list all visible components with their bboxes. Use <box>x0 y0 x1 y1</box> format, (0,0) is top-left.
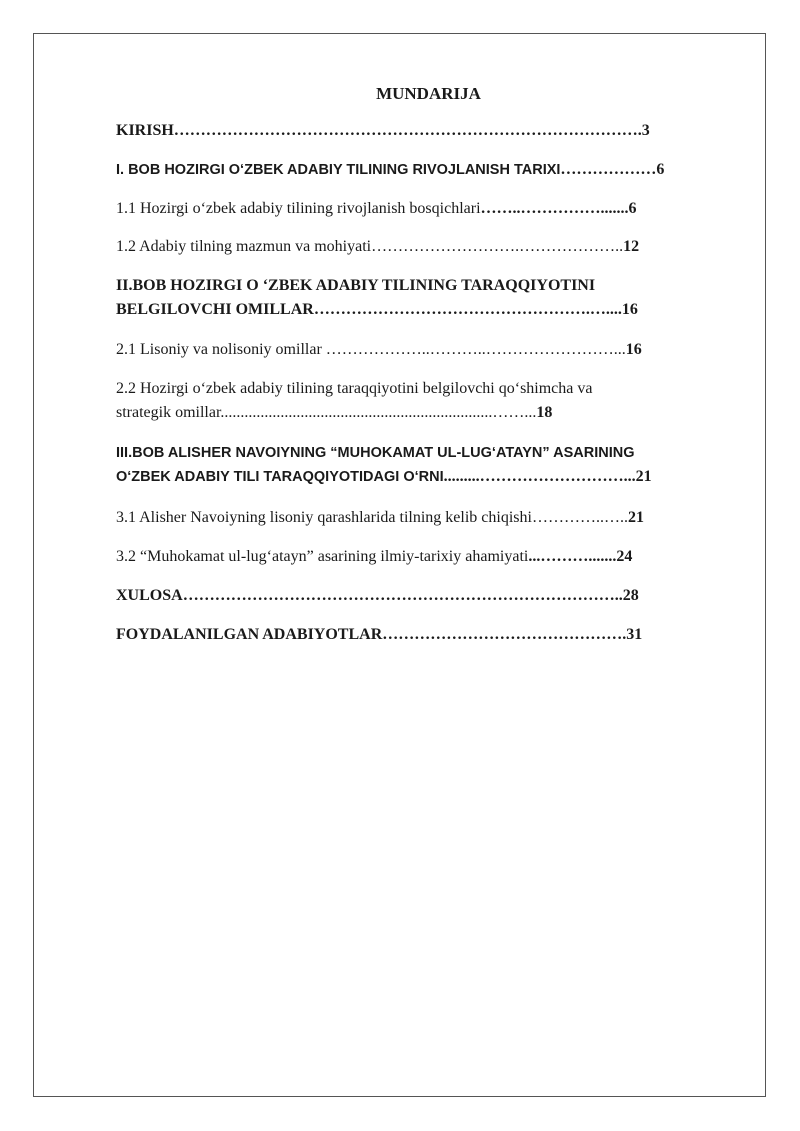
toc-entry-text: 2.1 Lisoniy va nolisoniy omillar <box>116 341 326 358</box>
toc-page-number: .3 <box>637 122 650 139</box>
toc-leader-dots: ....................................................................……... <box>220 404 537 421</box>
toc-page-number: 18 <box>536 404 553 421</box>
toc-entry-text-line1: II.BOB HOZIRGI O ‘ZBEK ADABIY TILINING TARAQQIYOTINI <box>116 277 596 294</box>
toc-page-number: 16 <box>621 301 638 318</box>
toc-page-number: 21 <box>635 468 652 485</box>
toc-entry-3-2[interactable] <box>116 545 632 569</box>
toc-entry-chapter-2[interactable] <box>116 274 638 322</box>
toc-entry-text: XULOSA <box>116 587 183 604</box>
toc-entry-text-line2: BELGILOVCHI OMILLAR <box>116 301 314 318</box>
toc-leader-dots: .........………………………... <box>443 468 636 485</box>
toc-page-number: 28 <box>622 587 639 604</box>
toc-entry-text: 3.2 “Muhokamat ul-lug‘atayn” asarining ilmiy-tarixiy ahamiyati <box>116 548 529 565</box>
toc-entry-text-line2: strategik omillar <box>116 404 221 421</box>
toc-page-number: 12 <box>623 238 640 255</box>
toc-entry-chapter-3[interactable] <box>116 441 652 489</box>
toc-leader-dots: …………………………………………………………………………… <box>173 122 638 139</box>
toc-leader-dots: ……………… <box>560 161 657 178</box>
toc-entry-chapter-1[interactable] <box>116 158 664 182</box>
toc-page-number: 31 <box>626 626 643 643</box>
toc-entry-2-1[interactable] <box>116 338 642 362</box>
toc-page-number: 6 <box>656 161 665 178</box>
toc-entry-text: 1.1 Hozirgi o‘zbek adabiy tilining rivojlanish bosqichlari <box>116 200 481 217</box>
toc-page-number: 6 <box>628 200 637 217</box>
toc-page-number: 21 <box>627 509 644 526</box>
toc-leader-dots: ………………………………………. <box>382 626 627 643</box>
toc-leader-dots: ……………………………………………………………………….. <box>182 587 623 604</box>
toc-entry-text: FOYDALANILGAN ADABIYOTLAR <box>116 626 383 643</box>
toc-page-number: 16 <box>625 341 642 358</box>
toc-leader-dots: …………………………………………….….... <box>313 301 622 318</box>
toc-leader-dots: …………..….. <box>531 509 628 526</box>
toc-entry-text: 1.2 Adabiy tilning mazmun va mohiyati <box>116 238 372 255</box>
toc-entry-text: KIRISH <box>116 122 174 139</box>
toc-entry-text-line1: III.BOB ALISHER NAVOIYNING “MUHOKAMAT UL-LUG‘ATAYN” ASARINING <box>116 445 635 461</box>
toc-page-number: 24 <box>616 548 633 565</box>
toc-leader-dots: ………………..………..……………………... <box>325 341 626 358</box>
toc-entry-2-2[interactable] <box>116 377 592 425</box>
toc-entry-text-line2: O‘ZBEK ADABIY TILI TARAQQIYOTIDAGI O‘RNI <box>116 469 444 485</box>
toc-entry-1-2[interactable] <box>116 235 639 259</box>
toc-title: MUNDARIJA <box>376 84 481 103</box>
toc-entry-kirish[interactable] <box>116 119 650 143</box>
toc-entry-references[interactable] <box>116 623 642 647</box>
toc-entry-text: I. BOB HOZIRGI O‘ZBEK ADABIY TILINING RIVOJLANISH TARIXI <box>116 162 561 178</box>
toc-entry-1-1[interactable] <box>116 197 637 221</box>
toc-entry-text-line1: 2.2 Hozirgi o‘zbek adabiy tilining taraqqiyotini belgilovchi qo‘shimcha va <box>116 380 593 397</box>
toc-entry-xulosa[interactable] <box>116 584 639 608</box>
toc-leader-dots: ...………....... <box>528 548 617 565</box>
toc-leader-dots: ……………………….……………….. <box>371 238 624 255</box>
toc-entry-text: 3.1 Alisher Navoiyning lisoniy qarashlarida tilning kelib chiqishi <box>116 509 532 526</box>
toc-leader-dots: ……..……………....... <box>480 200 629 217</box>
toc-entry-3-1[interactable] <box>116 506 644 530</box>
